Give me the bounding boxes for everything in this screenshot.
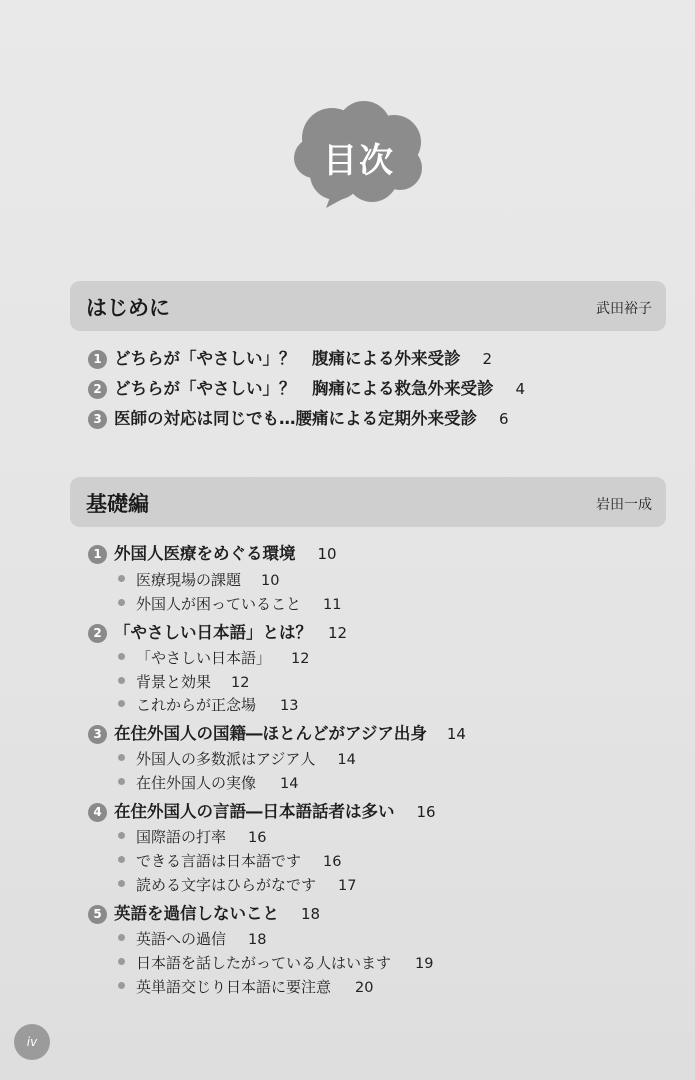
subentry-text: 背景と効果 — [136, 673, 212, 691]
entry-text: 「やさしい日本語」とは？ — [114, 623, 312, 642]
entry-text: どちらが「やさしい」？ 胸痛による救急外来受診 — [114, 379, 494, 398]
toc-subentry[interactable] — [118, 851, 341, 872]
bullet-icon — [118, 880, 125, 887]
bullet-icon — [118, 653, 125, 660]
entry-page: 10 — [317, 545, 337, 563]
toc-entry[interactable] — [88, 801, 436, 823]
subentry-text: 英単語交じり日本語に要注意 — [136, 978, 332, 996]
page-number: iv — [14, 1024, 50, 1060]
subentry-text: 日本語を話したがっている人はいます — [136, 954, 392, 972]
toc-subentry[interactable] — [118, 929, 266, 950]
bullet-icon — [118, 982, 125, 989]
number-circle-icon: 2 — [88, 624, 107, 643]
subentry-page: 14 — [280, 776, 299, 792]
section-title: はじめに — [86, 296, 170, 320]
subentry-text: 医療現場の課題 — [136, 571, 242, 589]
subentry-text: 読める文字はひらがなです — [136, 876, 317, 894]
section-header-intro — [70, 281, 666, 331]
number-circle-icon: 1 — [88, 545, 107, 564]
subentry-text: 外国人の多数派はアジア人 — [136, 750, 316, 768]
entry-page: 4 — [515, 380, 526, 398]
toc-entry[interactable] — [88, 543, 337, 565]
entry-text: 在住外国人の言語―日本語話者は多い — [114, 802, 395, 821]
number-circle-icon: 4 — [88, 803, 107, 822]
toc-subentry[interactable] — [118, 672, 249, 693]
subentry-text: 外国人が困っていること — [136, 595, 302, 613]
subentry-text: 「やさしい日本語」 — [136, 649, 272, 667]
subentry-page: 12 — [291, 651, 310, 667]
toc-subentry[interactable] — [118, 648, 309, 669]
section-title: 基礎編 — [86, 492, 149, 516]
title-cloud — [292, 100, 426, 212]
entry-text: どちらが「やさしい」？ 腹痛による外来受診 — [114, 349, 461, 368]
subentry-page: 13 — [280, 698, 299, 714]
entry-page: 16 — [416, 803, 436, 821]
number-circle-icon: 2 — [88, 380, 107, 399]
section-author: 岩田一成 — [596, 497, 652, 513]
toc-entry[interactable] — [88, 408, 509, 430]
toc-subentry[interactable] — [118, 977, 373, 998]
subentry-page: 18 — [248, 932, 267, 948]
section-header-basics — [70, 477, 666, 527]
entry-text: 在住外国人の国籍―ほとんどがアジア出身 — [114, 724, 427, 743]
toc-subentry[interactable] — [118, 827, 266, 848]
bullet-icon — [118, 934, 125, 941]
subentry-text: 在住外国人の実像 — [136, 774, 257, 792]
subentry-page: 16 — [248, 830, 267, 846]
toc-entry[interactable] — [88, 723, 466, 745]
toc-subentry[interactable] — [118, 594, 341, 615]
bullet-icon — [118, 599, 125, 606]
toc-entry[interactable] — [88, 348, 492, 370]
toc-subentry[interactable] — [118, 953, 433, 974]
entry-text: 外国人医療をめぐる環境 — [114, 544, 296, 563]
toc-entry[interactable] — [88, 622, 347, 644]
subentry-page: 10 — [261, 573, 280, 589]
subentry-text: 国際語の打率 — [136, 828, 227, 846]
bullet-icon — [118, 700, 125, 707]
subentry-text: これからが正念場 — [136, 696, 257, 714]
toc-subentry[interactable] — [118, 749, 356, 770]
bullet-icon — [118, 575, 125, 582]
entry-page: 2 — [482, 350, 493, 368]
subentry-text: 英語への過信 — [136, 930, 227, 948]
bullet-icon — [118, 832, 125, 839]
bullet-icon — [118, 754, 125, 761]
section-author: 武田裕子 — [596, 301, 652, 317]
bullet-icon — [118, 677, 125, 684]
toc-subentry[interactable] — [118, 875, 356, 896]
toc-entry[interactable] — [88, 378, 525, 400]
subentry-page: 19 — [415, 956, 434, 972]
number-circle-icon: 5 — [88, 905, 107, 924]
subentry-page: 16 — [323, 854, 342, 870]
bullet-icon — [118, 856, 125, 863]
bullet-icon — [118, 778, 125, 785]
entry-text: 医師の対応は同じでも…腰痛による定期外来受診 — [114, 409, 477, 428]
number-circle-icon: 3 — [88, 725, 107, 744]
number-circle-icon: 1 — [88, 350, 107, 369]
subentry-page: 12 — [231, 675, 250, 691]
entry-text: 英語を過信しないこと — [114, 904, 279, 923]
toc-entry[interactable] — [88, 903, 320, 925]
toc-subentry[interactable] — [118, 773, 298, 794]
entry-page: 18 — [301, 905, 321, 923]
subentry-page: 14 — [337, 752, 356, 768]
entry-page: 6 — [499, 410, 509, 428]
page-title: 目次 — [323, 141, 395, 181]
entry-page: 14 — [446, 725, 466, 743]
subentry-page: 11 — [323, 597, 342, 613]
subentry-text: できる言語は日本語です — [136, 852, 302, 870]
toc-subentry[interactable] — [118, 570, 279, 591]
subentry-page: 17 — [338, 878, 357, 894]
bullet-icon — [118, 958, 125, 965]
number-circle-icon: 3 — [88, 410, 107, 429]
subentry-page: 20 — [355, 980, 374, 996]
toc-subentry[interactable] — [118, 695, 298, 716]
entry-page: 12 — [328, 624, 348, 642]
